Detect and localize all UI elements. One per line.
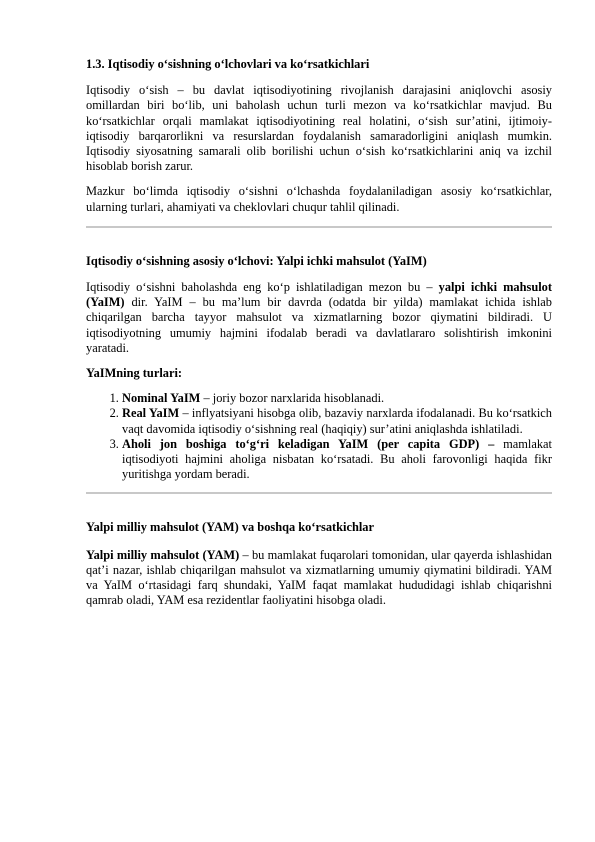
gdp-term: yalpi ichki mahsulot (YaIM) — [86, 280, 552, 310]
gdp-lead-text: Iqtisodiy o‘sishni baholashda eng ko‘p ishlatiladigan mezon bu – — [86, 280, 439, 295]
list-item — [122, 437, 552, 483]
intro-paragraph: Iqtisodiy o‘sish – bu davlat iqtisodiyotining rivojlanish darajasini aniqlovchi asosiy omillardan biri bo‘lib, uni baholash uchun turli mezon va ko‘rsatkichlar mavjud. Bu ko‘rsatkichlar orqali mamlakat iqtisodiyotining real holatini, o‘sish sur’atini, ijtimoiy-iqtisodiy barqarorlikni va resurslardan foydalanish samaradorligini aniqlash mumkin. Iqtisodiy siyosatning samarali olib borilishi uchun o‘sish ko‘rsatkichlarini aniq va izchil hisoblab borish zarur. — [86, 83, 552, 174]
section-heading-1: 1.3. Iqtisodiy o‘sishning o‘lchovlari va ko‘rsatkichlari — [86, 57, 370, 71]
list-item-term: Real YaIM — [122, 406, 180, 421]
list-item — [122, 406, 552, 436]
list-item-term: Aholi jon boshiga to‘g‘ri keladigan YaIM (per capita GDP) – — [122, 436, 495, 451]
list-item-desc: – joriy bozor narxlarida hisoblanadi. — [200, 391, 385, 406]
scope-paragraph: Mazkur bo‘limda iqtisodiy o‘sishni o‘lchashda foydalaniladigan asosiy ko‘rsatkichlar, ularning turlari, ahamiyati va cheklovlari chuqur tahlil qilinadi. — [86, 184, 552, 214]
list-item-desc: – inflyatsiyani hisobga olib, bazaviy narxlarda ifodalanadi. Bu ko‘rsatkich vaqt davomida iqtisodiy o‘sishning real (haqiqiy) sur’atini aniqlashda ishlatiladi. — [122, 406, 552, 436]
list-item-term: Nominal YaIM — [122, 391, 201, 406]
gdp-paragraph — [86, 280, 552, 356]
gdp-types-heading: YaIMning turlari: — [86, 366, 183, 381]
gnp-paragraph — [86, 548, 552, 609]
list-item-desc: mamlakat iqtisodiyoti hajmini aholiga nisbatan ko‘rsatadi. Bu aholi farovonligi haqida fikr yuritishga yordam beradi. — [122, 436, 552, 482]
section-heading-gnp: Yalpi milliy mahsulot (YAM) va boshqa ko‘rsatkichlar — [86, 520, 375, 535]
gnp-rest-text: – bu mamlakat fuqarolari tomonidan, ular qayerda ishlashidan qat’i nazar, ishlab chiqarilgan mahsulot va xizmatlarning umumiy qiymatini bildiradi. YAM va YaIM o‘rtasidagi farq shundaki, YaIM faqat mamlakat hududidagi ishlab chiqarishni qamrab oladi, YAM esa rezidentlar faoliyatini hisobga oladi. — [86, 547, 552, 608]
list-item — [122, 391, 552, 406]
section-heading-gdp: Iqtisodiy o‘sishning asosiy o‘lchovi: Yalpi ichki mahsulot (YaIM) — [86, 253, 427, 268]
gnp-term: Yalpi milliy mahsulot (YAM) — [86, 547, 240, 562]
document-content — [86, 57, 552, 608]
gdp-types-list — [86, 391, 552, 482]
gdp-rest-text: dir. YaIM – bu ma’lum bir davrda (odatda bir yilda) mamlakat ichida ishlab chiqarilgan barcha tayyor mahsulot va xizmatlarning bozor qiymatini bildiradi. U iqtisodiyotning umumiy hajmini ifodalab beradi va davlatlararo solishtirish imkonini yaratadi. — [86, 295, 552, 355]
